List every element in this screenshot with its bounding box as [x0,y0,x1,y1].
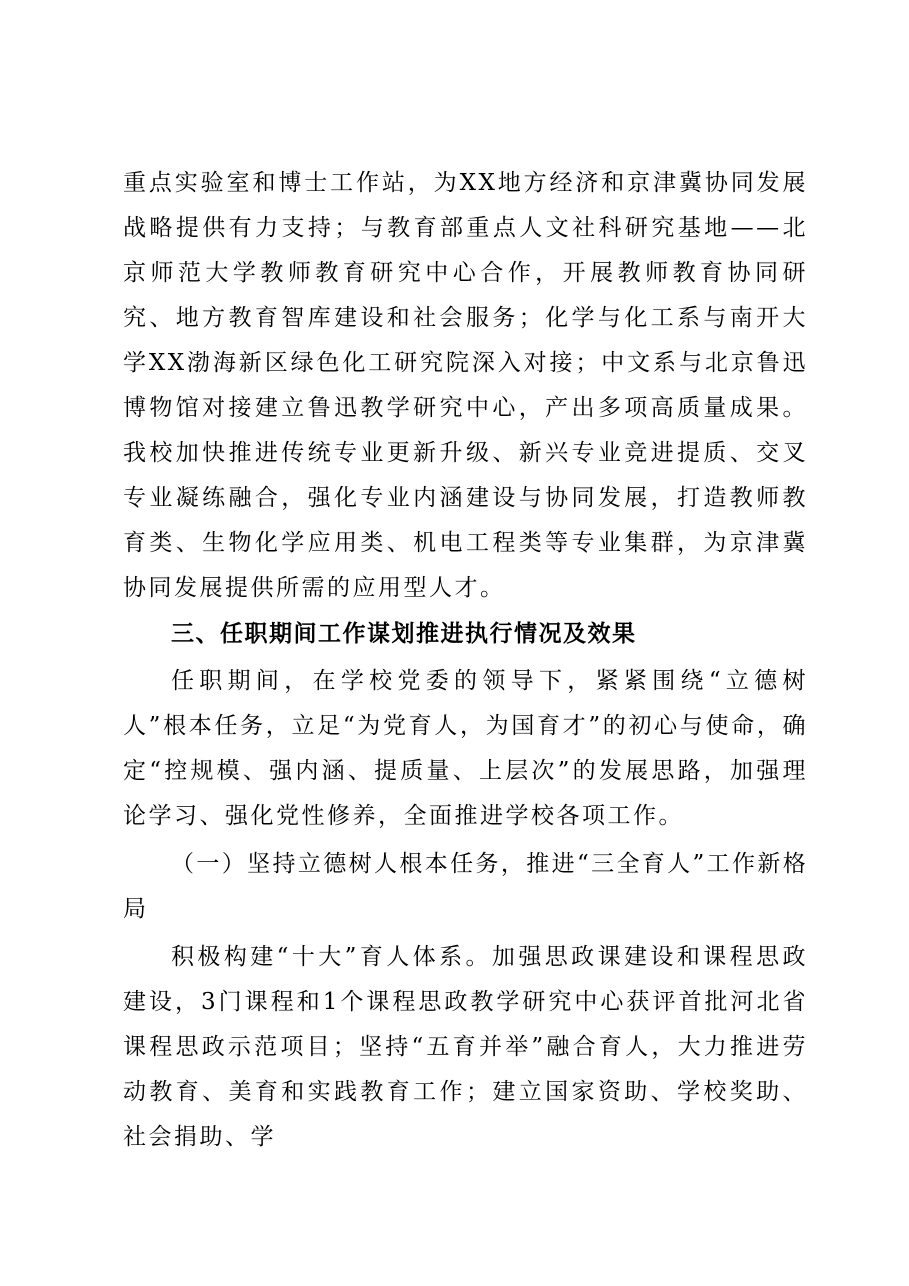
paragraph-work-overview: 任职期间，在学校党委的领导下，紧紧围绕“立德树人”根本任务，立足“为党育人，为国育才”的初心与使命，确定“控规模、强内涵、提质量、上层次”的发展思路，加强理论学习、强化党性修养，全面推进学校各项工作。 [123,668,808,829]
text-block-upper [123,161,808,611]
text-block-lower [123,612,808,1160]
paragraph-education-system: 积极构建“十大”育人体系。加强思政课建设和课程思政建设，3门课程和1个课程思政教学研究中心获评首批河北省课程思政示范项目；坚持“五育并举”融合育人，大力推进劳动教育、美育和实践教育工作；建立国家资助、学校奖助、社会捐助、学 [123,944,808,1150]
subsection-heading: （一）坚持立德树人根本任务，推进“三全育人”工作新格局 [123,851,808,922]
paragraph-continued: 重点实验室和博士工作站，为XX地方经济和京津冀协同发展战略提供有力支持；与教育部重点人文社科研究基地——北京师范大学教师教育研究中心合作，开展教师教育协同研究、地方教育智库建设和社会服务；化学与化工系与南开大学XX渤海新区绿色化工研究院深入对接；中文系与北京鲁迅博物馆对接建立鲁迅教学研究中心，产出多项高质量成果。我校加快推进传统专业更新升级、新兴专业竞进提质、交叉专业凝练融合，强化专业内涵建设与协同发展，打造教师教育类、生物化学应用类、机电工程类等专业集群，为京津冀协同发展提供所需的应用型人才。 [123,170,808,601]
section-heading: 三、任职期间工作谋划推进执行情况及效果 [171,621,637,647]
